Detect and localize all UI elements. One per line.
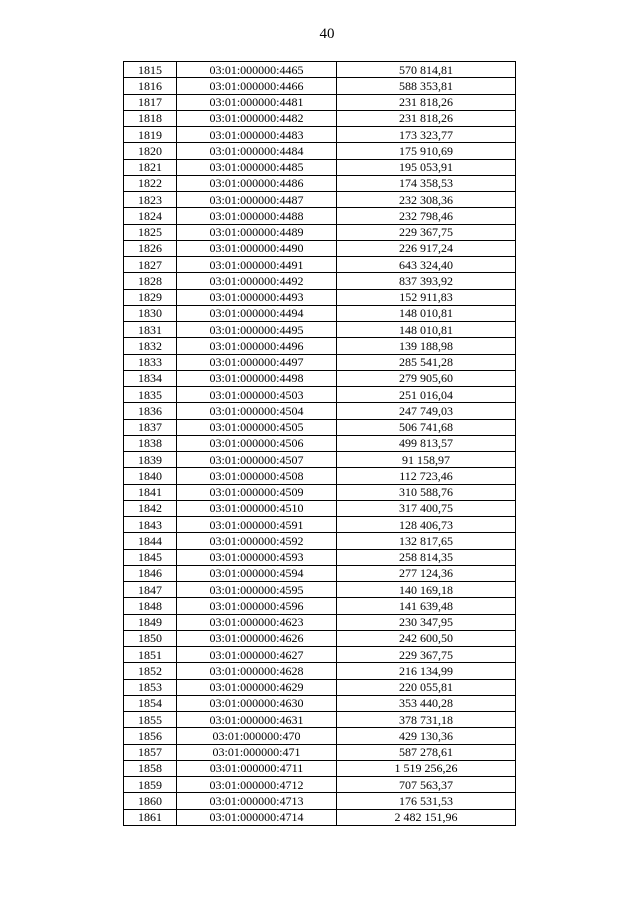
table-row	[124, 62, 516, 78]
table-row	[124, 224, 516, 240]
cadastral-number-cell: 03:01:000000:4484	[177, 143, 337, 159]
table-row	[124, 78, 516, 94]
value-cell: 707 563,37	[337, 777, 516, 793]
table-row	[124, 338, 516, 354]
value-cell: 112 723,46	[337, 468, 516, 484]
cadastral-number-cell: 03:01:000000:4487	[177, 192, 337, 208]
table-row	[124, 614, 516, 630]
value-cell: 378 731,18	[337, 712, 516, 728]
table-row	[124, 403, 516, 419]
cadastral-number-cell: 03:01:000000:4508	[177, 468, 337, 484]
table-row	[124, 728, 516, 744]
table-row	[124, 793, 516, 809]
row-number-cell: 1847	[124, 582, 177, 598]
table-row	[124, 484, 516, 500]
row-number-cell: 1835	[124, 387, 177, 403]
row-number-cell: 1831	[124, 322, 177, 338]
row-number-cell: 1823	[124, 192, 177, 208]
cadastral-number-cell: 03:01:000000:4626	[177, 630, 337, 646]
row-number-cell: 1817	[124, 94, 177, 110]
cadastral-number-cell: 03:01:000000:4486	[177, 175, 337, 191]
table-row	[124, 533, 516, 549]
table-row	[124, 598, 516, 614]
value-cell: 91 158,97	[337, 452, 516, 468]
table-row	[124, 305, 516, 321]
cadastral-number-cell: 03:01:000000:4498	[177, 370, 337, 386]
table-row	[124, 809, 516, 825]
table-row	[124, 452, 516, 468]
value-cell: 226 917,24	[337, 240, 516, 256]
row-number-cell: 1838	[124, 435, 177, 451]
cadastral-number-cell: 03:01:000000:4594	[177, 565, 337, 581]
table-row	[124, 630, 516, 646]
cadastral-number-cell: 03:01:000000:4483	[177, 127, 337, 143]
cadastral-number-cell: 03:01:000000:4495	[177, 322, 337, 338]
data-table	[123, 61, 516, 826]
table-row	[124, 387, 516, 403]
cadastral-number-cell: 03:01:000000:4488	[177, 208, 337, 224]
value-cell: 174 358,53	[337, 175, 516, 191]
cadastral-number-cell: 03:01:000000:4481	[177, 94, 337, 110]
value-cell: 499 813,57	[337, 435, 516, 451]
value-cell: 570 814,81	[337, 62, 516, 78]
row-number-cell: 1844	[124, 533, 177, 549]
row-number-cell: 1815	[124, 62, 177, 78]
row-number-cell: 1851	[124, 647, 177, 663]
row-number-cell: 1843	[124, 517, 177, 533]
table-row	[124, 257, 516, 273]
table-body	[124, 62, 516, 826]
row-number-cell: 1826	[124, 240, 177, 256]
table-row	[124, 354, 516, 370]
row-number-cell: 1816	[124, 78, 177, 94]
table-row	[124, 159, 516, 175]
row-number-cell: 1829	[124, 289, 177, 305]
cadastral-number-cell: 03:01:000000:4504	[177, 403, 337, 419]
cadastral-number-cell: 03:01:000000:4591	[177, 517, 337, 533]
value-cell: 1 519 256,26	[337, 760, 516, 776]
table-row	[124, 322, 516, 338]
value-cell: 216 134,99	[337, 663, 516, 679]
cadastral-number-cell: 03:01:000000:4596	[177, 598, 337, 614]
cadastral-number-cell: 03:01:000000:4503	[177, 387, 337, 403]
row-number-cell: 1822	[124, 175, 177, 191]
table-row	[124, 647, 516, 663]
value-cell: 229 367,75	[337, 224, 516, 240]
cadastral-number-cell: 03:01:000000:4489	[177, 224, 337, 240]
cadastral-number-cell: 03:01:000000:4465	[177, 62, 337, 78]
table-row	[124, 582, 516, 598]
row-number-cell: 1827	[124, 257, 177, 273]
row-number-cell: 1821	[124, 159, 177, 175]
row-number-cell: 1854	[124, 695, 177, 711]
value-cell: 152 911,83	[337, 289, 516, 305]
value-cell: 231 818,26	[337, 94, 516, 110]
row-number-cell: 1837	[124, 419, 177, 435]
table-row	[124, 240, 516, 256]
row-number-cell: 1840	[124, 468, 177, 484]
value-cell: 2 482 151,96	[337, 809, 516, 825]
cadastral-number-cell: 03:01:000000:4712	[177, 777, 337, 793]
table-row	[124, 712, 516, 728]
row-number-cell: 1857	[124, 744, 177, 760]
cadastral-number-cell: 03:01:000000:4490	[177, 240, 337, 256]
table-row	[124, 273, 516, 289]
table-row	[124, 192, 516, 208]
value-cell: 837 393,92	[337, 273, 516, 289]
table-row	[124, 777, 516, 793]
table-row	[124, 370, 516, 386]
cadastral-number-cell: 03:01:000000:4623	[177, 614, 337, 630]
cadastral-number-cell: 03:01:000000:4493	[177, 289, 337, 305]
cadastral-number-cell: 03:01:000000:4629	[177, 679, 337, 695]
value-cell: 588 353,81	[337, 78, 516, 94]
value-cell: 140 169,18	[337, 582, 516, 598]
value-cell: 175 910,69	[337, 143, 516, 159]
row-number-cell: 1845	[124, 549, 177, 565]
table-row	[124, 110, 516, 126]
cadastral-number-cell: 03:01:000000:4485	[177, 159, 337, 175]
cadastral-number-cell: 03:01:000000:4595	[177, 582, 337, 598]
row-number-cell: 1855	[124, 712, 177, 728]
value-cell: 587 278,61	[337, 744, 516, 760]
value-cell: 429 130,36	[337, 728, 516, 744]
table-row	[124, 760, 516, 776]
row-number-cell: 1839	[124, 452, 177, 468]
table-row	[124, 565, 516, 581]
value-cell: 310 588,76	[337, 484, 516, 500]
cadastral-number-cell: 03:01:000000:4592	[177, 533, 337, 549]
row-number-cell: 1828	[124, 273, 177, 289]
row-number-cell: 1850	[124, 630, 177, 646]
value-cell: 148 010,81	[337, 322, 516, 338]
row-number-cell: 1849	[124, 614, 177, 630]
value-cell: 229 367,75	[337, 647, 516, 663]
row-number-cell: 1836	[124, 403, 177, 419]
value-cell: 173 323,77	[337, 127, 516, 143]
row-number-cell: 1846	[124, 565, 177, 581]
value-cell: 242 600,50	[337, 630, 516, 646]
value-cell: 247 749,03	[337, 403, 516, 419]
value-cell: 251 016,04	[337, 387, 516, 403]
table-row	[124, 468, 516, 484]
table-row	[124, 663, 516, 679]
page-number: 40	[319, 26, 335, 42]
cadastral-number-cell: 03:01:000000:470	[177, 728, 337, 744]
value-cell: 231 818,26	[337, 110, 516, 126]
row-number-cell: 1830	[124, 305, 177, 321]
cadastral-number-cell: 03:01:000000:4491	[177, 257, 337, 273]
table-row	[124, 127, 516, 143]
table-row	[124, 94, 516, 110]
row-number-cell: 1825	[124, 224, 177, 240]
cadastral-number-cell: 03:01:000000:4507	[177, 452, 337, 468]
row-number-cell: 1818	[124, 110, 177, 126]
row-number-cell: 1824	[124, 208, 177, 224]
cadastral-number-cell: 03:01:000000:4627	[177, 647, 337, 663]
table-row	[124, 289, 516, 305]
row-number-cell: 1848	[124, 598, 177, 614]
row-number-cell: 1856	[124, 728, 177, 744]
table-row	[124, 175, 516, 191]
row-number-cell: 1861	[124, 809, 177, 825]
row-number-cell: 1834	[124, 370, 177, 386]
cadastral-number-cell: 03:01:000000:4714	[177, 809, 337, 825]
value-cell: 232 308,36	[337, 192, 516, 208]
value-cell: 128 406,73	[337, 517, 516, 533]
cadastral-number-cell: 03:01:000000:4506	[177, 435, 337, 451]
cadastral-number-cell: 03:01:000000:4713	[177, 793, 337, 809]
cadastral-number-cell: 03:01:000000:4630	[177, 695, 337, 711]
value-cell: 148 010,81	[337, 305, 516, 321]
value-cell: 220 055,81	[337, 679, 516, 695]
value-cell: 279 905,60	[337, 370, 516, 386]
row-number-cell: 1842	[124, 500, 177, 516]
cadastral-number-cell: 03:01:000000:4509	[177, 484, 337, 500]
row-number-cell: 1841	[124, 484, 177, 500]
cadastral-number-cell: 03:01:000000:4510	[177, 500, 337, 516]
cadastral-number-cell: 03:01:000000:4505	[177, 419, 337, 435]
cadastral-number-cell: 03:01:000000:4466	[177, 78, 337, 94]
cadastral-number-cell: 03:01:000000:4492	[177, 273, 337, 289]
row-number-cell: 1858	[124, 760, 177, 776]
value-cell: 317 400,75	[337, 500, 516, 516]
value-cell: 232 798,46	[337, 208, 516, 224]
cadastral-number-cell: 03:01:000000:4496	[177, 338, 337, 354]
value-cell: 132 817,65	[337, 533, 516, 549]
cadastral-number-cell: 03:01:000000:4711	[177, 760, 337, 776]
row-number-cell: 1860	[124, 793, 177, 809]
table-row	[124, 435, 516, 451]
value-cell: 139 188,98	[337, 338, 516, 354]
cadastral-number-cell: 03:01:000000:4631	[177, 712, 337, 728]
cadastral-number-cell: 03:01:000000:4628	[177, 663, 337, 679]
cadastral-number-cell: 03:01:000000:4593	[177, 549, 337, 565]
cadastral-number-cell: 03:01:000000:471	[177, 744, 337, 760]
value-cell: 258 814,35	[337, 549, 516, 565]
table-row	[124, 143, 516, 159]
row-number-cell: 1859	[124, 777, 177, 793]
value-cell: 230 347,95	[337, 614, 516, 630]
table-row	[124, 500, 516, 516]
table-row	[124, 695, 516, 711]
value-cell: 506 741,68	[337, 419, 516, 435]
row-number-cell: 1819	[124, 127, 177, 143]
table-row	[124, 549, 516, 565]
row-number-cell: 1852	[124, 663, 177, 679]
cadastral-number-cell: 03:01:000000:4494	[177, 305, 337, 321]
row-number-cell: 1832	[124, 338, 177, 354]
table-row	[124, 208, 516, 224]
row-number-cell: 1820	[124, 143, 177, 159]
table-row	[124, 517, 516, 533]
value-cell: 141 639,48	[337, 598, 516, 614]
row-number-cell: 1833	[124, 354, 177, 370]
table-row	[124, 744, 516, 760]
cadastral-number-cell: 03:01:000000:4497	[177, 354, 337, 370]
table-row	[124, 679, 516, 695]
value-cell: 195 053,91	[337, 159, 516, 175]
cadastral-number-cell: 03:01:000000:4482	[177, 110, 337, 126]
table-row	[124, 419, 516, 435]
value-cell: 643 324,40	[337, 257, 516, 273]
value-cell: 353 440,28	[337, 695, 516, 711]
value-cell: 176 531,53	[337, 793, 516, 809]
value-cell: 277 124,36	[337, 565, 516, 581]
value-cell: 285 541,28	[337, 354, 516, 370]
row-number-cell: 1853	[124, 679, 177, 695]
